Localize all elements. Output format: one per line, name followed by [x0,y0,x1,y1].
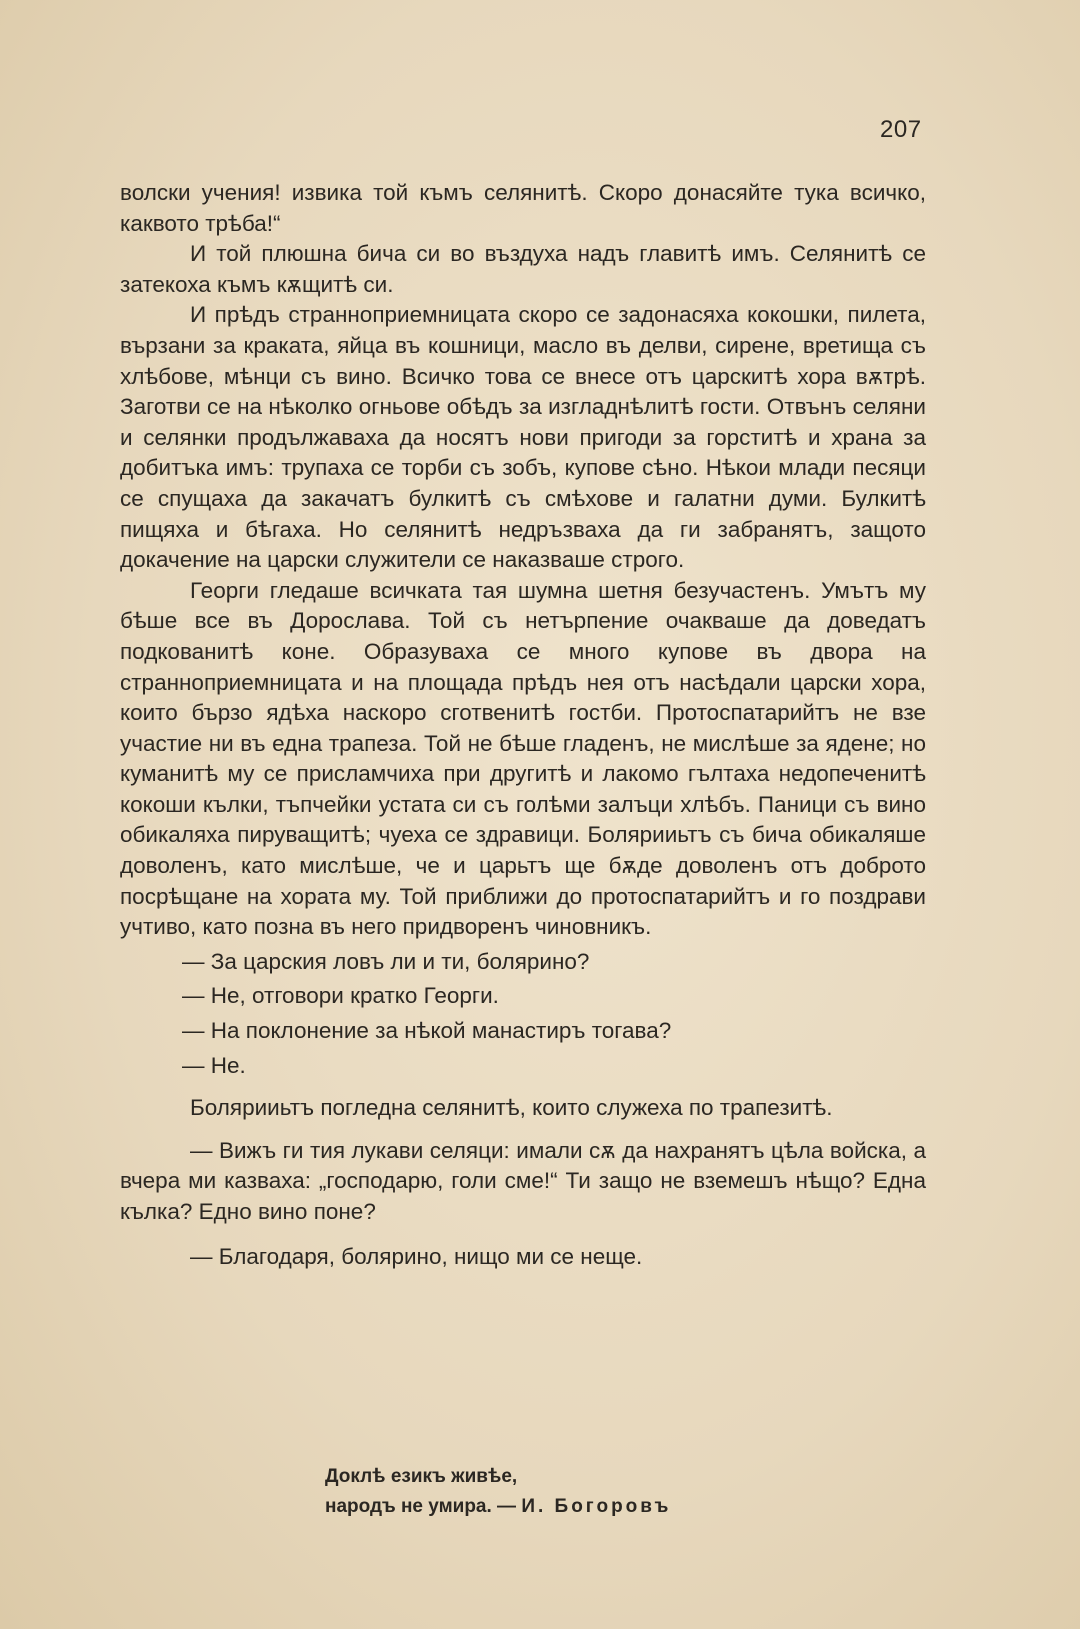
epigraph-quote [325,1462,671,1522]
epigraph-author: И. Богоровъ [521,1496,672,1517]
dialogue-line: — Не, отговори кратко Георги. [182,983,499,1009]
dialogue-line: — За царския ловъ ли и ти, болярино? [182,948,590,974]
paragraph: И прѣдъ странноприемницата скоро се задонасяха кокошки, пилета, вързани за краката, яйца въ кошници, масло въ делви, сирене, вретища съ хлѣбове, мѣнци съ вино. Всичко това се внесе отъ царскитѣ хора вѫтрѣ. Заготви се на нѣколко огньове обѣдъ за изгладнѣлитѣ гости. Отвънъ селяни и селянки продължаваха да носятъ нови пригоди за горститѣ и храна за добитъка имъ: трупаха се торби съ зобъ, купове сѣно. Нѣкои млади песяци се спущаха да закачатъ булкитѣ съ смѣхове и галатни думи. Булкитѣ пищяха и бѣгаха. Но селянитѣ недръзваха да ги забранятъ, защото докачение на царски служители се наказваше строго. [120,302,926,573]
epigraph-line-2 [325,1492,671,1522]
epigraph-line-1: Доклѣ езикъ живѣе, [325,1466,518,1487]
paragraph: волски учения! извика той къмъ селянитѣ. Скоро донасяйте тука всичко, каквото трѣба!“ [120,180,926,236]
body-text [120,178,926,1272]
paragraph: Болярииьтъ погледна селянитѣ, които служеха по трапезитѣ. [190,1095,833,1121]
dialogue-line: — Благодаря, болярино, нищо ми се неще. [190,1243,643,1269]
dialogue-line: — На поклонение за нѣкой манастиръ тогава? [182,1018,672,1044]
page-number: 207 [880,116,922,143]
dialogue-line: — Вижъ ги тия лукави селяци: имали сѫ да нахранятъ цѣла войска, а вчера ми казваха: „господарю, голи сме!“ Ти защо не вземешъ нѣщо? Една кълка? Едно вино поне? [120,1137,926,1224]
dialogue-line: — Не. [182,1052,246,1078]
paragraph: Георги гледаше всичката тая шумна шетня безучастенъ. Умътъ му бѣше все въ Дорослава. Той съ нетърпение очакваше да доведатъ подкованитѣ коне. Образуваха се много купове въ двора на странноприемницата и на площада прѣдъ нея отъ насѣдали царски хора, които бързо ядѣха наскоро сготвенитѣ гостби. Протоспатарийтъ не взе участие ни въ една трапеза. Той не бѣше гладенъ, не мислѣше за ядене; но куманитѣ му се присламчиха при другитѣ и лакомо гълтаха недопеченитѣ кокоши кълки, тъпчейки устата си съ голѣми залъци хлѣбъ. Паници съ вино обикаляха пируващитѣ; чуеха се здравици. Болярииьтъ съ бича обикаляше доволенъ, като мислѣше, че и царьтъ ще бѫде доволенъ отъ доброто посрѣщане на хората му. Той приближи до протоспатарийтъ и го поздрави учтиво, като позна въ него придворенъ чиновникъ. [120,577,926,940]
paragraph: И той плюшна бича си во въздуха надъ главитѣ имъ. Селянитѣ се затекоха къмъ кѫщитѣ си. [120,241,926,297]
epigraph-text: народъ не умира. — [325,1496,522,1517]
